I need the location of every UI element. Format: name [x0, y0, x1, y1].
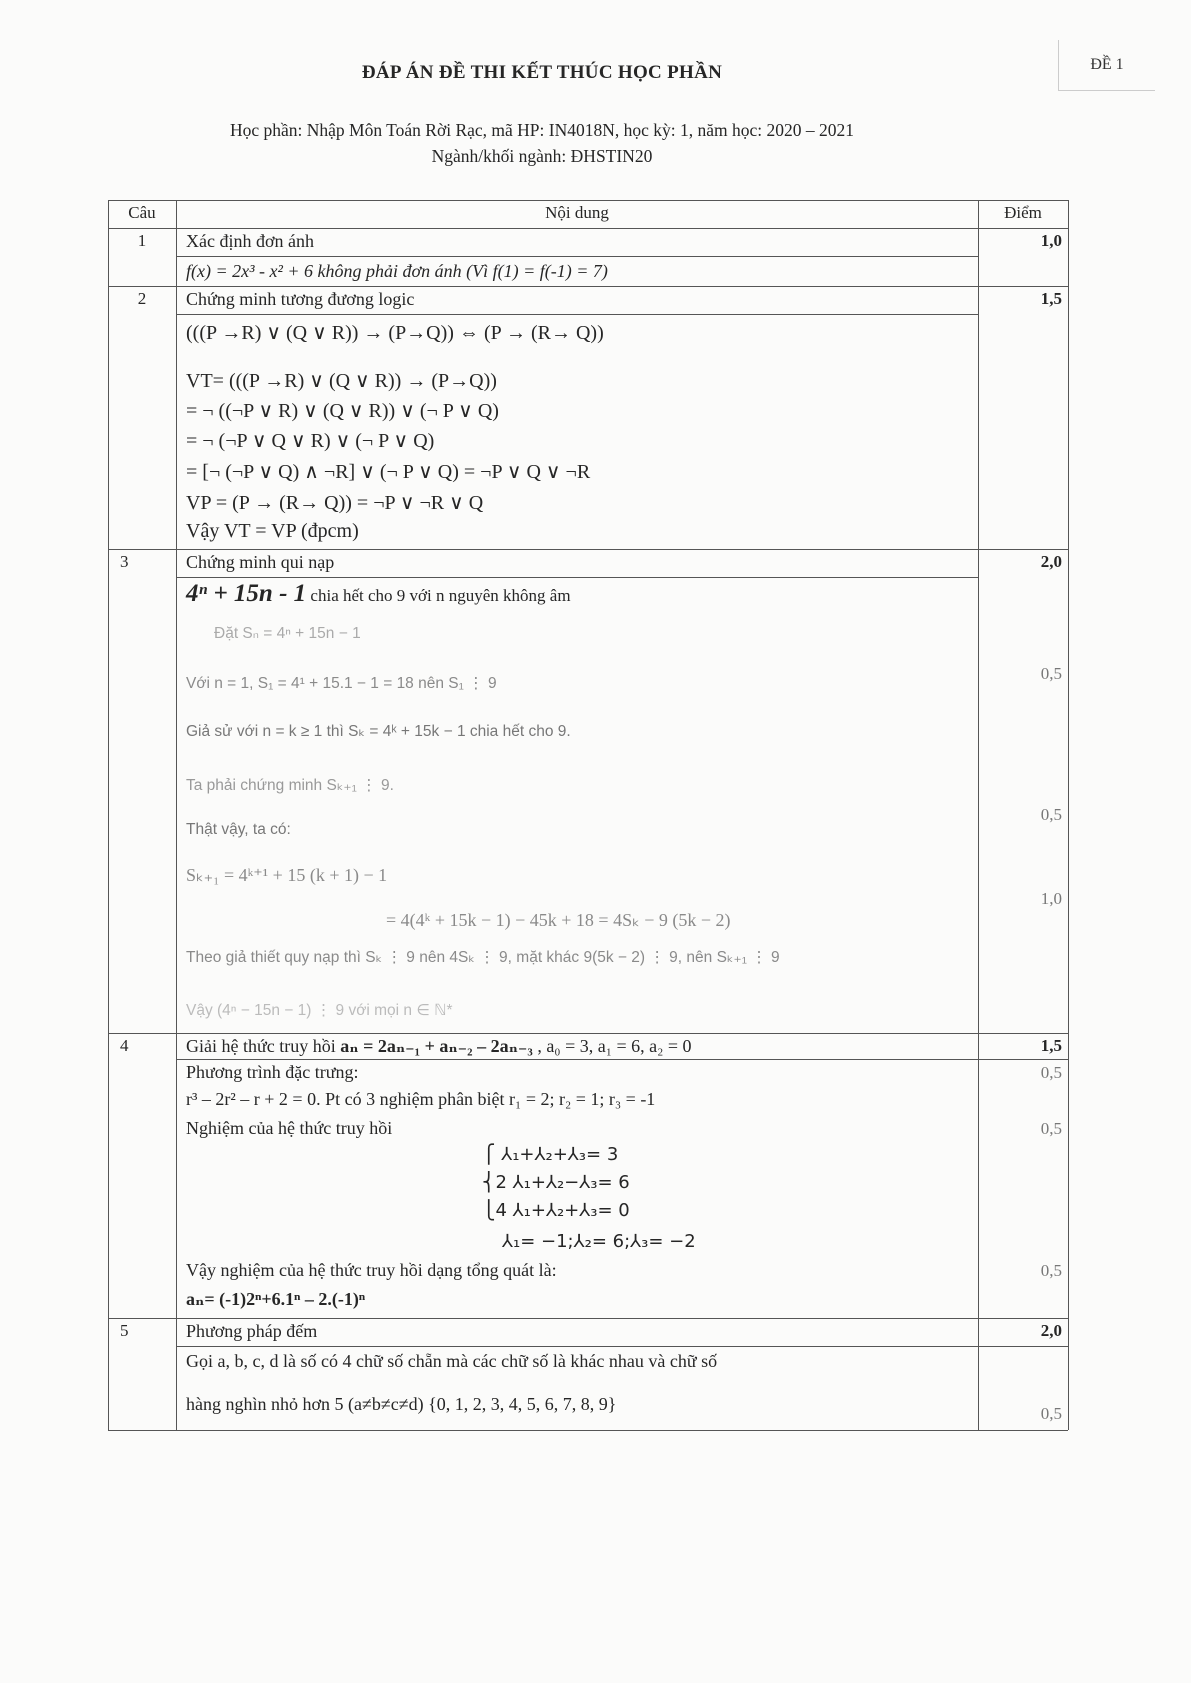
- answer-line: Giả sử với n = k ≥ 1 thì Sₖ = 4ᵏ + 15k − 1 chia hết cho 9.: [186, 723, 571, 740]
- answer-line: = ¬ (¬P ∨ Q ∨ R) ∨ (¬ P ∨ Q): [186, 430, 435, 452]
- question-title: [186, 1036, 692, 1057]
- question-points: 1,5: [1040, 289, 1062, 308]
- answer-line: hàng nghìn nhỏ hơn 5 (a≠b≠c≠d) {0, 1, 2, 3, 4, 5, 6, 7, 8, 9}: [186, 1394, 617, 1414]
- row-divider: [176, 256, 978, 257]
- sub-points: 0,5: [1040, 1063, 1062, 1082]
- answer-line: Vậy (4ⁿ − 15n − 1) ⋮ 9 với mọi n ∈ ℕ*: [186, 1002, 453, 1019]
- sub-points: 1,0: [1040, 889, 1062, 908]
- question-number: 5: [120, 1321, 129, 1340]
- answer-line: aₙ= (-1)2ⁿ+6.1ⁿ – 2.(-1)ⁿ: [186, 1289, 366, 1309]
- row-divider: [176, 577, 978, 578]
- exam-title: ĐÁP ÁN ĐỀ THI KẾT THÚC HỌC PHẦN: [361, 62, 723, 83]
- table-border-bottom: [108, 1430, 1068, 1431]
- question-number: 1: [137, 231, 147, 250]
- question-number: 2: [137, 289, 147, 308]
- answer-line: Đặt Sₙ = 4ⁿ + 15n − 1: [214, 625, 361, 642]
- answer-line: Sₖ₊₁ = 4ᵏ⁺¹ + 15 (k + 1) − 1: [186, 865, 388, 885]
- row-divider: [108, 286, 1068, 287]
- answer-line: = 4(4ᵏ + 15k − 1) − 45k + 18 = 4Sₖ − 9 (5k − 2): [386, 910, 731, 930]
- col-divider: [108, 200, 109, 1430]
- header-content: Nội dung: [545, 203, 609, 222]
- question-title: Chứng minh tương đương logic: [186, 289, 415, 309]
- question-points: 2,0: [1040, 552, 1062, 571]
- answer-line: Nghiệm của hệ thức truy hồi: [186, 1118, 393, 1138]
- recurrence-formula: aₙ = 2aₙ₋₁ + aₙ₋₂ – 2aₙ₋₃: [340, 1036, 533, 1056]
- sub-points: 0,5: [1040, 664, 1062, 683]
- row-divider: [176, 314, 978, 315]
- question-title: Chứng minh qui nạp: [186, 552, 335, 572]
- row-divider: [108, 1318, 1068, 1319]
- col-divider: [176, 200, 177, 1430]
- row-divider: [108, 228, 1068, 229]
- exam-code-badge: ĐỀ 1: [1058, 40, 1155, 91]
- question-number: 3: [120, 552, 129, 571]
- sub-points: 0,5: [1040, 805, 1062, 824]
- header-points: Điểm: [1004, 203, 1042, 222]
- answer-line: Thật vậy, ta có:: [186, 821, 291, 838]
- course-info: Học phần: Nhập Môn Toán Rời Rạc, mã HP: IN4018N, học kỳ: 1, năm học: 2020 – 2021: [229, 120, 855, 140]
- answer-line: VP = (P → (R→ Q)) = ¬P ∨ ¬R ∨ Q: [186, 492, 484, 514]
- answer-line: Ta phải chứng minh Sₖ₊₁ ⋮ 9.: [186, 777, 394, 794]
- title-text: Giải hệ thức truy hồi: [186, 1036, 341, 1056]
- answer-line: r³ – 2r² – r + 2 = 0. Pt có 3 nghiệm phân biệt r₁ = 2; r₂ = 1; r₃ = -1: [186, 1089, 656, 1109]
- answer-line: Theo giả thiết quy nạp thì Sₖ ⋮ 9 nên 4Sₖ ⋮ 9, mặt khác 9(5k − 2) ⋮ 9, nên Sₖ₊₁ ⋮ 9: [186, 949, 780, 966]
- sub-points: 0,5: [1040, 1119, 1062, 1138]
- answer-statement: [186, 580, 571, 608]
- question-points: 2,0: [1040, 1321, 1062, 1340]
- header-question: Câu: [128, 203, 156, 222]
- statement-formula: 4ⁿ + 15n - 1: [186, 580, 307, 607]
- row-divider: [176, 1059, 1068, 1060]
- answer-line: Gọi a, b, c, d là số có 4 chữ số chẵn mà các chữ số là khác nhau và chữ số: [186, 1351, 718, 1371]
- question-points: 1,0: [1040, 231, 1062, 250]
- answer-line: Phương trình đặc trưng:: [186, 1062, 359, 1082]
- system-line: ⎨2 ⅄₁+⅄₂−⅄₃= 6: [482, 1172, 630, 1193]
- row-divider: [176, 1346, 1068, 1347]
- answer-line: (((P →R) ∨ (Q ∨ R)) → (P→Q)) ⇔ (P → (R→ Q)): [186, 322, 604, 344]
- initial-values: , a₀ = 3, a₁ = 6, a₂ = 0: [532, 1036, 692, 1056]
- system-solution: ⅄₁= −1;⅄₂= 6;⅄₃= −2: [502, 1231, 696, 1252]
- major-info: Ngành/khối ngành: ĐHSTIN20: [431, 146, 653, 166]
- sub-points: 0,5: [1040, 1404, 1062, 1423]
- answer-line: = [¬ (¬P ∨ Q) ∧ ¬R] ∨ (¬ P ∨ Q) = ¬P ∨ Q ∨ ¬R: [186, 461, 591, 483]
- question-number: 4: [120, 1036, 129, 1055]
- system-line: ⎩4 ⅄₁+⅄₂+⅄₃= 0: [482, 1200, 630, 1221]
- table-border-top: [108, 200, 1068, 201]
- col-divider: [1068, 200, 1069, 1430]
- answer-line: = ¬ ((¬P ∨ R) ∨ (Q ∨ R)) ∨ (¬ P ∨ Q): [186, 400, 499, 422]
- answer-line: Vậy nghiệm của hệ thức truy hồi dạng tổng quát là:: [186, 1260, 557, 1280]
- answer-line: VT= (((P →R) ∨ (Q ∨ R)) → (P→Q)): [186, 370, 497, 392]
- row-divider: [108, 549, 1068, 550]
- statement-text: chia hết cho 9 với n nguyên không âm: [306, 586, 571, 605]
- row-divider: [108, 1033, 1068, 1034]
- question-title: Phương pháp đếm: [186, 1321, 318, 1341]
- sub-points: 0,5: [1040, 1261, 1062, 1280]
- question-points: 1,5: [1040, 1036, 1062, 1055]
- system-line: ⎧ ⅄₁+⅄₂+⅄₃= 3: [482, 1144, 619, 1165]
- question-title: Xác định đơn ánh: [186, 231, 314, 251]
- answer-line: f(x) = 2x³ - x² + 6 không phải đơn ánh (Vì f(1) = f(-1) = 7): [186, 261, 608, 281]
- answer-line: Với n = 1, S₁ = 4¹ + 15.1 − 1 = 18 nên S₁ ⋮ 9: [186, 675, 497, 692]
- answer-line: Vậy VT = VP (đpcm): [186, 520, 359, 542]
